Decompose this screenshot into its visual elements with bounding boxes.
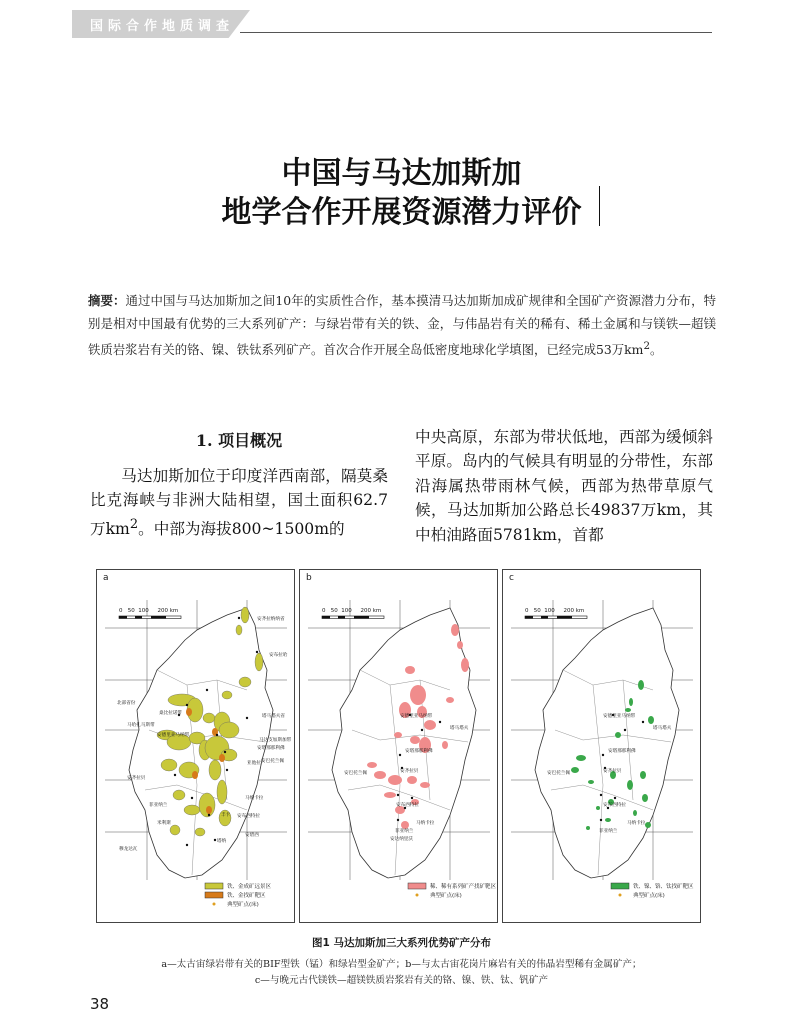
place-label: 安塔那那利佛 [405,749,433,754]
mineral-zone [384,792,396,798]
mineral-zone [388,775,402,785]
mineral-zone [407,776,417,784]
mineral-zone [209,760,221,780]
place-label: 安齐拉贝 [603,769,622,774]
place-label: 菲亚纳兰 [395,829,414,834]
text-cursor [599,186,600,226]
mineral-zone [571,767,579,773]
place-label: 安布西特拉 [237,814,260,819]
mineral-zone [222,691,232,699]
place-label: 安布西特拉 [396,803,419,808]
abstract-sup: 2 [643,340,651,353]
legend-dot [619,894,622,897]
abstract-text: 通过中国与马达加斯加之间10年的实质性合作，基本摸清马达加斯加成矿规律和全国矿产资源潜力分布，特别是相对中国最有优势的三大系列矿产：与绿岩带有关的铁、金，与伟晶岩有关的稀有、稀土金属和与镁铁—超镁铁质岩浆岩有关的铬、镍、铁钛系列矿产。首次合作开展全岛低密度地球化学填图，已经完成53万km [88,293,716,358]
legend-text: 铁、金找矿靶区 [227,893,266,899]
mineral-zone [615,732,621,738]
section-heading: 1. 项目概况 [195,431,283,450]
deposit-point [226,769,228,771]
deposit-point [224,751,226,753]
legend-dot [213,903,216,906]
deposit-point [602,754,604,756]
scale-bar-segment [541,616,548,619]
mineral-zone [241,607,249,623]
abstract-text-end: 。 [650,342,663,358]
place-label: 塔纳 [217,839,227,844]
deposit-point [214,839,216,841]
deposit-point [399,754,401,756]
scale-bar-segment [354,616,369,619]
legend-swatch [205,883,223,889]
mineral-zone [420,782,430,788]
scale-label: 0 50 100 200 km [322,608,382,614]
mineral-zone [588,780,594,784]
place-label: 安德里亚马纳带 [400,714,433,719]
place-label: 米利斯 [157,821,171,826]
map-panel-a [96,569,295,923]
mineral-zone [239,677,251,687]
header-rule [240,32,712,33]
island-outline [535,608,679,878]
mineral-zone [219,722,239,738]
scale-bar-segment [135,616,142,619]
legend-swatch [205,892,223,898]
legend-dot [416,894,419,897]
legend-text: 典型矿点(床) [430,893,462,899]
place-label: 安达纳里沃 [390,837,413,842]
deposit-point [421,729,423,731]
place-label: 安齐拉贝 [127,776,146,781]
target-area [192,771,198,779]
deposit-point [216,734,218,736]
place-label: 安塔那那利佛 [257,746,285,751]
scale-bar-segment [119,616,127,619]
panel-label: a [103,573,109,583]
left-col-text-end: 。中部为海拔800~1500m的 [138,520,345,538]
place-label: 马纳卡拉 [416,821,435,826]
deposit-point [256,651,258,653]
mineral-zone [586,826,590,830]
legend-swatch [611,883,629,889]
place-label: 马纳卡拉 [245,796,264,801]
deposit-point [238,617,240,619]
body-left-column [90,464,388,541]
deposit-point [208,814,210,816]
place-label: 桑比拉诺带 [159,711,182,716]
mineral-zone [629,698,633,706]
target-area [186,708,192,716]
mineral-zone [576,755,586,761]
target-area [206,806,212,814]
map-svg [300,570,497,922]
legend-text: 典型矿点(床) [633,893,665,899]
mineral-zone [648,716,654,724]
mineral-zone [446,697,454,703]
scale-bar-segment [557,616,572,619]
legend-swatch [408,883,426,889]
figure-caption-line-2: c—与晚元古代镁铁—超镁铁质岩浆岩有关的铬、镍、铁、钛、钒矿产 [254,975,549,986]
map-panel-b [299,569,498,923]
journal-name: 国际合作地质调查 [90,19,235,34]
scale-bar [322,616,384,619]
mineral-zone [374,771,386,779]
body-right-column: 中央高原，东部为带状低地，西部为缓倾斜平原。岛内的气候具有明显的分带性，东部沿海属热带雨林气候，西部为热带草原气候，马达加斯加公路总长49837万km，其中柏油路面5781km，首都 [415,428,713,544]
mineral-zone [424,720,436,730]
deposit-point [397,819,399,821]
deposit-point [206,689,208,691]
mineral-zone [596,806,600,810]
place-label: 丰卡 [221,813,231,818]
deposit-point [174,774,176,776]
map-svg [503,570,700,922]
mineral-zone [394,732,402,738]
mineral-zone [161,759,177,771]
deposit-point [600,819,602,821]
deposit-point [439,721,441,723]
deposit-point [600,794,602,796]
deposit-point [186,844,188,846]
mineral-zone [217,780,227,804]
mineral-zone [605,818,611,822]
place-label: 北部省份 [117,701,136,706]
figure-caption-line-1: a—太古宙绿岩带有关的BIF型铁（锰）和绿岩型金矿产；b—与太古宙花岗片麻岩有关的伟晶岩型稀有金属矿产； [161,959,642,970]
map-panel-c [502,569,701,923]
mineral-zone [367,762,377,768]
legend-text: 稀、稀有系列矿产找矿靶区 [430,884,497,890]
mineral-zone [627,780,633,790]
abstract-label: 摘要： [88,293,126,308]
mineral-zone [645,822,651,828]
place-label: 马达支加斯加带 [259,738,292,743]
mineral-zone [633,810,637,816]
deposit-point [246,717,248,719]
mineral-zone [457,641,463,649]
place-label: 安齐拉纳纳省 [257,617,285,622]
place-label: 塔马塔夫省 [262,714,285,719]
abstract [88,290,716,362]
place-label: 安布西特拉 [603,803,626,808]
scale-bar [525,616,587,619]
target-area [219,754,225,762]
mineral-zone [410,736,420,744]
panel-label: b [306,573,312,583]
place-label: 菲亚纳兰 [149,803,168,808]
legend-text: 铁、镍、铬、钛找矿靶区 [633,884,694,890]
scale-bar-segment [338,616,345,619]
deposit-point [614,797,616,799]
deposit-point [191,797,193,799]
mineral-zone [451,624,459,636]
place-label: 安巴托兰佩 [344,771,367,776]
mineral-zone [195,828,205,836]
scale-label: 0 50 100 200 km [525,608,585,614]
mineral-zone [255,653,263,671]
mineral-zone [184,805,200,815]
place-label: 安布拉哈 [269,653,288,658]
mineral-zone [442,741,448,749]
legend-text: 铁、金成矿远景区 [227,884,272,890]
mineral-zone [640,771,646,779]
mineral-zone [203,713,215,723]
place-label: 马纳卡拉 [627,821,646,826]
deposit-point [397,794,399,796]
mineral-zone [173,790,185,800]
mineral-zone [461,658,469,672]
left-col-text: 马达加斯加位于印度洋西南部，隔莫桑比克海峡与非洲大陆相望，国土面积62.7万km [90,467,388,538]
place-label: 安巴托兰佩 [261,759,284,764]
place-label: 安德里亚马纳带 [157,733,190,738]
scale-bar-segment [525,616,533,619]
place-label: 菲亚纳兰 [599,829,618,834]
scale-bar-segment [151,616,166,619]
mineral-zone [410,685,426,705]
deposit-point [186,704,188,706]
legend-text: 典型矿点(床) [227,902,259,908]
place-label: 塔马塔夫 [450,726,469,731]
figure-caption-title: 图1 马达加斯加三大系列优势矿产分布 [312,937,491,949]
place-label: 安德里亚马纳带 [603,714,636,719]
place-label: 塔马塔夫 [653,726,672,731]
scale-label: 0 50 100 200 km [119,608,179,614]
deposit-point [624,729,626,731]
place-label: 安碧西 [245,833,259,838]
place-label: 安塔那那利佛 [608,749,636,754]
page-number: 38 [90,995,110,1013]
panel-label: c [509,573,514,583]
place-label: 安齐拉贝 [400,769,419,774]
place-label: 安巴托兰佩 [547,771,570,776]
deposit-point [642,721,644,723]
place-label: 穆龙达瓦 [119,847,138,852]
scale-bar-segment [322,616,330,619]
mineral-zone [236,625,242,635]
article-title-line1: 中国与马达加斯加 [281,156,522,191]
place-label: 马哈扎马斯带 [127,723,155,728]
mineral-zone [170,825,180,835]
mineral-zone [642,794,648,802]
mineral-zone [638,680,644,690]
mineral-zone [199,793,215,817]
article-title-line2: 地学合作开展资源潜力评价 [221,195,582,230]
place-label: 亚他拉 [247,761,261,766]
deposit-point [411,797,413,799]
mineral-zone [625,708,631,712]
left-col-sup: 2 [129,516,139,532]
scale-bar [119,616,181,619]
mineral-zone [405,666,415,674]
